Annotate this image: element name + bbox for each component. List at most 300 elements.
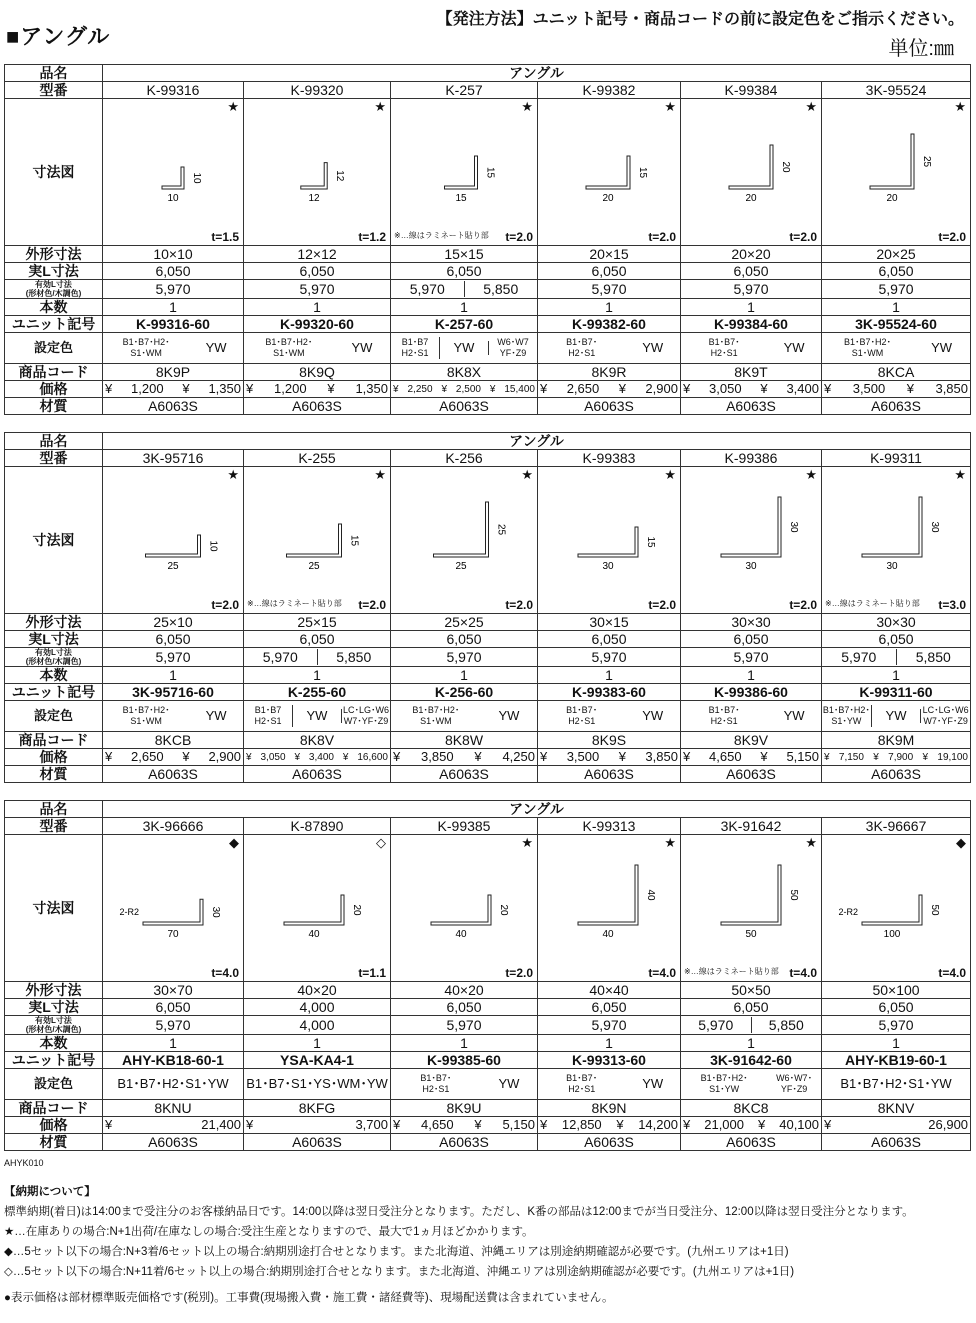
- real-length: 6,050: [733, 631, 769, 647]
- thickness-label: t=1.1: [358, 966, 386, 980]
- real-length: 6,050: [733, 999, 769, 1015]
- price-value: 7,150: [838, 751, 864, 763]
- width-dimension-label: 12: [308, 193, 320, 204]
- piece-count: 1: [169, 1035, 177, 1051]
- model-number: K-255: [298, 450, 336, 466]
- real-length: 6,050: [733, 263, 769, 279]
- model-number: K-99316: [146, 82, 200, 98]
- price-value: 1,200: [131, 381, 164, 396]
- effective-length: 5,970: [681, 1017, 752, 1033]
- stock-mark-icon: ★: [805, 467, 817, 482]
- effective-length-wood: 5,850: [768, 1017, 804, 1033]
- outer-dimension: 50×100: [872, 982, 920, 998]
- unit-code: 3K-91642-60: [710, 1052, 792, 1068]
- angle-profile-shape: [287, 524, 342, 557]
- price-value: 5,150: [502, 1117, 535, 1132]
- effective-length: 5,970: [878, 281, 914, 297]
- product-code: 8KFG: [298, 1100, 336, 1116]
- unit-code: YSA-KA4-1: [280, 1052, 354, 1068]
- yen-sign: ¥: [327, 381, 335, 396]
- yen-sign: ¥: [683, 381, 691, 396]
- price-value: 16,600: [357, 751, 388, 763]
- thickness-label: t=2.0: [938, 230, 967, 244]
- piece-count: 1: [605, 299, 613, 315]
- material: A6063S: [292, 766, 342, 782]
- note-line: ◇…5セット以下の場合:N+11着/6セット以上の場合:納期別途打合せとなります。また北海道、沖縄エリアは別途納期確認が必要です。(九州エリアは+1日): [4, 1266, 795, 1278]
- effective-length-wood: 5,850: [483, 281, 519, 297]
- angle-profile-drawing: [822, 467, 962, 613]
- yen-sign: ¥: [294, 751, 300, 763]
- label-color: 設定色: [33, 708, 73, 723]
- height-dimension-label: 30: [788, 521, 799, 533]
- model-number: K-99386: [724, 450, 778, 466]
- angle-profile-shape: [870, 134, 914, 189]
- color-option: YW: [783, 340, 805, 355]
- width-dimension-label: 40: [602, 929, 614, 940]
- thickness-label: t=4.0: [211, 966, 239, 980]
- angle-profile-shape: [586, 156, 630, 189]
- label-color: 設定色: [33, 340, 73, 355]
- effective-length: 5,970: [391, 281, 465, 297]
- real-length: 6,050: [299, 631, 335, 647]
- angle-profile-drawing: [538, 99, 678, 245]
- price-value: 3,050: [260, 751, 286, 763]
- outer-dimension: 10×10: [153, 246, 193, 262]
- piece-count: 1: [747, 299, 755, 315]
- height-dimension-label: 15: [484, 166, 496, 179]
- color-option: YW: [351, 340, 373, 355]
- yen-sign: ¥: [246, 381, 254, 396]
- label-count: 本数: [39, 667, 68, 683]
- note-line: ★…在庫ありの場合:N+1出荷/在庫なしの場合:受注生産となりますので、最大で1ヵ月ほどかかります。: [4, 1226, 534, 1238]
- material: A6063S: [871, 766, 921, 782]
- radius-label: 2-R2: [838, 907, 858, 917]
- width-dimension-label: 15: [455, 193, 467, 204]
- yen-sign: ¥: [873, 751, 879, 763]
- angle-profile-drawing: [103, 835, 243, 981]
- yen-sign: ¥: [540, 381, 548, 396]
- thickness-label: t=2.0: [505, 598, 533, 612]
- price-value: 5,150: [786, 749, 819, 764]
- product-code: 8K9R: [591, 364, 627, 380]
- thickness-label: t=2.0: [211, 598, 239, 612]
- label-real-length: 実L寸法: [28, 631, 79, 647]
- price-value: 2,650: [566, 381, 600, 396]
- label-unit-code: ユニット記号: [11, 1052, 96, 1068]
- height-dimension-label: 20: [780, 161, 791, 173]
- yen-sign: ¥: [246, 1117, 254, 1132]
- piece-count: 1: [313, 299, 321, 315]
- unit-code: AHY-KB19-60-1: [845, 1052, 947, 1068]
- width-dimension-label: 40: [308, 929, 320, 940]
- price-value: 3,400: [308, 751, 334, 763]
- yen-sign: ¥: [393, 383, 399, 395]
- label-unit-code: ユニット記号: [11, 316, 96, 332]
- angle-profile-shape: [431, 895, 491, 925]
- color-option: YW: [931, 340, 953, 355]
- angle-profile-drawing: [244, 99, 384, 245]
- model-number: 3K-95524: [865, 82, 927, 98]
- yen-sign: ¥: [922, 751, 929, 763]
- price-value: 3,700: [355, 1117, 388, 1132]
- unit-code: K-257-60: [434, 316, 494, 332]
- unit-code: K-99320-60: [280, 316, 354, 332]
- material: A6063S: [148, 766, 198, 782]
- piece-count: 1: [605, 667, 613, 683]
- price-value: 3,050: [709, 381, 742, 396]
- width-dimension-label: 20: [886, 193, 898, 204]
- price-value: 3,500: [852, 381, 886, 396]
- yen-sign: ¥: [540, 1117, 548, 1132]
- dimension-figure: [822, 99, 970, 245]
- price-value: 4,650: [709, 749, 742, 764]
- width-dimension-label: 30: [602, 561, 614, 572]
- real-length: 6,050: [591, 263, 627, 279]
- real-length: 6,050: [155, 631, 191, 647]
- dimension-figure: [391, 835, 537, 981]
- yen-sign: ¥: [182, 749, 190, 764]
- stock-mark-icon: ★: [374, 99, 386, 114]
- price-value: 21,000: [704, 1117, 744, 1132]
- label-real-length: 実L寸法: [28, 263, 79, 279]
- thickness-label: t=1.2: [358, 230, 386, 244]
- material: A6063S: [584, 1134, 634, 1150]
- unit-code: K-99382-60: [572, 316, 646, 332]
- color-option: YW: [642, 340, 664, 355]
- yen-sign: ¥: [618, 381, 626, 396]
- angle-profile-shape: [721, 865, 781, 925]
- stock-mark-icon: ★: [954, 467, 967, 482]
- color-option: YW: [642, 1076, 664, 1091]
- angle-profile-shape: [162, 167, 184, 189]
- thickness-label: t=2.0: [789, 598, 817, 612]
- product-name: アングル: [509, 65, 564, 81]
- dimension-figure: [822, 835, 970, 981]
- label-material: 材質: [39, 398, 68, 414]
- effective-length: 5,970: [155, 281, 191, 297]
- label-model: 型番: [39, 818, 68, 834]
- real-length: 6,050: [446, 999, 482, 1015]
- angle-profile-drawing: [103, 467, 243, 613]
- effective-length: 5,970: [822, 649, 897, 665]
- color-option: B1･B7･H2･ S1･YW: [822, 705, 870, 726]
- label-figure: 寸法図: [32, 532, 75, 548]
- piece-count: 1: [892, 667, 900, 683]
- width-dimension-label: 50: [745, 929, 757, 940]
- piece-count: 1: [313, 667, 321, 683]
- price-value: 4,650: [421, 1117, 454, 1132]
- width-dimension-label: 20: [745, 193, 757, 204]
- model-number: K-257: [445, 82, 483, 98]
- height-dimension-label: 50: [788, 889, 799, 901]
- product-code: 8KNU: [154, 1100, 192, 1116]
- angle-profile-shape: [862, 895, 922, 925]
- stock-mark-icon: ◆: [229, 835, 239, 850]
- color-option: YW: [642, 708, 664, 723]
- thickness-label: t=4.0: [789, 966, 817, 980]
- piece-count: 1: [747, 667, 755, 683]
- color-option: B1･B7･ H2･S1: [708, 705, 740, 726]
- effective-length-wood: 5,850: [915, 649, 951, 665]
- label-outer: 外形寸法: [25, 982, 82, 998]
- label-material: 材質: [39, 766, 68, 782]
- width-dimension-label: 100: [883, 929, 901, 940]
- yen-sign: ¥: [824, 751, 830, 763]
- product-code: 8K9S: [591, 732, 627, 748]
- product-code: 8KNV: [877, 1100, 915, 1116]
- effective-length: 5,970: [155, 1017, 191, 1033]
- outer-dimension: 25×25: [444, 614, 484, 630]
- price-value: 3,850: [645, 749, 678, 764]
- price-value: 3,850: [421, 749, 454, 764]
- material: A6063S: [584, 766, 634, 782]
- color-option: W6･W7 YF･Z9: [497, 337, 529, 358]
- dimension-figure: [681, 835, 821, 981]
- product-table: [4, 432, 971, 783]
- product-table: [4, 800, 971, 1151]
- color-option: YW: [783, 708, 805, 723]
- yen-sign: ¥: [342, 751, 349, 763]
- angle-profile-drawing: [391, 99, 531, 245]
- model-number: K-99320: [290, 82, 344, 98]
- price-value: 2,500: [455, 383, 481, 395]
- outer-dimension: 30×15: [589, 614, 629, 630]
- yen-sign: ¥: [683, 749, 691, 764]
- label-name: 品名: [39, 433, 68, 449]
- color-option: B1･B7･ H2･S1: [566, 705, 598, 726]
- unit-code: K-99385-60: [427, 1052, 501, 1068]
- width-dimension-label: 40: [455, 929, 467, 940]
- real-length: 6,050: [155, 263, 191, 279]
- unit-code: K-99384-60: [714, 316, 788, 332]
- price-value: 2,900: [208, 749, 241, 764]
- note-line: 標準納期(着日)は14:00まで受注分のお客様納品日です。14:00以降は翌日受注分となります。ただし、K番の部品は12:00までが当日受注分、12:00以降は翌日受注分となります。: [4, 1206, 914, 1218]
- piece-count: 1: [605, 1035, 613, 1051]
- color-option: YW: [205, 340, 227, 355]
- doc-code: AHYK010: [4, 1158, 44, 1168]
- label-effective: 有効L寸法 (形材色/木調色): [25, 1016, 82, 1034]
- color-option: B1･B7･H2･ S1･YW: [700, 1073, 748, 1094]
- angle-profile-drawing: [244, 835, 384, 981]
- color-option: YW: [872, 709, 922, 723]
- piece-count: 1: [169, 299, 177, 315]
- thickness-label: t=3.0: [938, 598, 967, 612]
- product-code: 8K9U: [446, 1100, 482, 1116]
- material: A6063S: [439, 398, 489, 414]
- angle-profile-shape: [146, 535, 201, 557]
- yen-sign: ¥: [105, 1117, 113, 1132]
- product-code: 8K9Q: [299, 364, 335, 380]
- yen-sign: ¥: [824, 1117, 832, 1132]
- unit-code: K-99383-60: [572, 684, 646, 700]
- width-dimension-label: 20: [602, 193, 614, 204]
- height-dimension-label: 25: [495, 523, 507, 536]
- label-effective: 有効L寸法 (形材色/木調色): [25, 648, 82, 666]
- width-dimension-label: 10: [167, 193, 179, 204]
- price-value: 26,900: [928, 1117, 969, 1132]
- dimension-figure: [103, 99, 243, 245]
- dimension-figure: [538, 99, 680, 245]
- order-note: 【発注方法】ユニット記号・商品コードの前に設定色をご指示ください。: [436, 11, 964, 28]
- stock-mark-icon: ★: [521, 467, 533, 482]
- effective-length: 5,970: [591, 649, 627, 665]
- angle-profile-shape: [445, 156, 478, 189]
- product-code: 8K9P: [155, 364, 191, 380]
- price-value: 12,850: [561, 1117, 602, 1132]
- angle-profile-drawing: [538, 835, 678, 981]
- label-outer: 外形寸法: [25, 614, 82, 630]
- note-line: ●表示価格は部材標準販売価格です(税別)。工事費(現場搬入費・施工費・諸経費等)、現場配送費は含まれていません。: [4, 1292, 614, 1304]
- dimension-figure: [538, 467, 680, 613]
- color-option: B1･B7･ H2･S1: [566, 337, 598, 358]
- effective-length: 5,970: [446, 649, 482, 665]
- unit-code: K-99386-60: [714, 684, 788, 700]
- unit-code: K-99311-60: [859, 684, 933, 700]
- angle-profile-drawing: [103, 99, 243, 245]
- product-code: 8K9N: [591, 1100, 627, 1116]
- angle-profile-shape: [729, 145, 773, 189]
- price-value: 4,250: [502, 749, 535, 764]
- angle-profile-shape: [143, 899, 203, 925]
- material: A6063S: [439, 1134, 489, 1150]
- yen-sign: ¥: [824, 381, 832, 396]
- stock-mark-icon: ★: [664, 467, 676, 482]
- price-value: 3,500: [566, 749, 600, 764]
- product-code: 8K8V: [299, 732, 335, 748]
- material: A6063S: [148, 398, 198, 414]
- outer-dimension: 15×15: [444, 246, 484, 262]
- piece-count: 1: [460, 1035, 468, 1051]
- price-value: 40,100: [779, 1117, 819, 1132]
- yen-sign: ¥: [683, 1117, 691, 1132]
- real-length: 6,050: [878, 263, 914, 279]
- product-code: 8KCA: [877, 364, 915, 380]
- color-option: LC･LG･W6 W7･YF･Z9: [922, 705, 969, 726]
- angle-profile-shape: [434, 502, 489, 557]
- stock-mark-icon: ★: [954, 99, 967, 114]
- yen-sign: ¥: [441, 383, 447, 395]
- label-figure: 寸法図: [32, 164, 75, 180]
- width-dimension-label: 25: [455, 561, 467, 572]
- dimension-figure: [391, 99, 537, 245]
- unit-code: 3K-95716-60: [132, 684, 214, 700]
- thickness-label: t=1.5: [211, 230, 239, 244]
- stock-mark-icon: ★: [374, 467, 386, 482]
- color-option: B1･B7･ H2･S1: [420, 1073, 452, 1094]
- footer-notes: [4, 1182, 970, 1308]
- label-product-code: 商品コード: [18, 1100, 89, 1116]
- thickness-label: t=2.0: [505, 966, 533, 980]
- price-value: 1,350: [355, 381, 388, 396]
- angle-profile-drawing: [681, 467, 821, 613]
- angle-profile-drawing: [822, 835, 962, 981]
- outer-dimension: 25×10: [153, 614, 193, 630]
- angle-profile-drawing: [681, 835, 821, 981]
- yen-sign: ¥: [618, 749, 626, 764]
- real-length: 6,050: [591, 631, 627, 647]
- piece-count: 1: [313, 1035, 321, 1051]
- color-option: YW: [293, 709, 342, 723]
- price-value: 3,850: [935, 381, 969, 396]
- height-dimension-label: 30: [210, 906, 221, 918]
- label-effective: 有効L寸法 (形材色/木調色): [25, 280, 82, 298]
- piece-count: 1: [169, 667, 177, 683]
- dimension-figure: [244, 835, 390, 981]
- effective-length: 5,970: [591, 281, 627, 297]
- outer-dimension: 12×12: [297, 246, 337, 262]
- unit-code: K-255-60: [287, 684, 347, 700]
- thickness-label: t=4.0: [648, 966, 676, 980]
- angle-profile-shape: [578, 527, 638, 557]
- height-dimension-label: 10: [207, 540, 219, 552]
- label-model: 型番: [39, 450, 68, 466]
- stock-mark-icon: ◆: [956, 835, 967, 850]
- outer-dimension: 20×15: [589, 246, 629, 262]
- model-number: K-99385: [437, 818, 491, 834]
- model-number: K-87890: [290, 818, 344, 834]
- yen-sign: ¥: [906, 381, 914, 396]
- real-length: 6,050: [299, 263, 335, 279]
- stock-mark-icon: ★: [805, 99, 817, 114]
- yen-sign: ¥: [758, 1117, 766, 1132]
- height-dimension-label: 25: [921, 155, 932, 168]
- label-material: 材質: [39, 1134, 68, 1150]
- laminate-note: ※…線はラミネート貼り部: [394, 231, 489, 240]
- yen-sign: ¥: [105, 749, 113, 764]
- outer-dimension: 40×20: [297, 982, 337, 998]
- outer-dimension: 30×30: [731, 614, 771, 630]
- unit-code: AHY-KB18-60-1: [122, 1052, 224, 1068]
- label-count: 本数: [39, 299, 68, 315]
- label-model: 型番: [39, 82, 68, 98]
- color-option: B1･B7･H2･S1･YW: [117, 1076, 229, 1091]
- product-name: アングル: [509, 801, 564, 817]
- material: A6063S: [292, 1134, 342, 1150]
- price-value: 2,650: [131, 749, 164, 764]
- outer-dimension: 25×15: [297, 614, 337, 630]
- real-length: 6,050: [155, 999, 191, 1015]
- real-length: 4,000: [299, 999, 335, 1015]
- yen-sign: ¥: [474, 749, 482, 764]
- material: A6063S: [292, 398, 342, 414]
- label-product-code: 商品コード: [18, 364, 89, 380]
- outer-dimension: 30×30: [876, 614, 916, 630]
- color-option: YW: [205, 708, 227, 723]
- angle-profile-drawing: [244, 467, 384, 613]
- yen-sign: ¥: [182, 381, 190, 396]
- outer-dimension: 20×25: [876, 246, 916, 262]
- color-option: W6･W7･ YF･Z9: [776, 1073, 813, 1094]
- height-dimension-label: 20: [351, 904, 362, 916]
- unit-code: K-256-60: [434, 684, 494, 700]
- product-code: 8KC8: [733, 1100, 769, 1116]
- piece-count: 1: [460, 667, 468, 683]
- label-unit-code: ユニット記号: [11, 684, 96, 700]
- yen-sign: ¥: [393, 749, 401, 764]
- effective-length: 5,970: [591, 1017, 627, 1033]
- model-number: 3K-95716: [142, 450, 204, 466]
- product-code: 8K9T: [734, 364, 768, 380]
- price-value: 3,400: [786, 381, 819, 396]
- laminate-note: ※…線はラミネート貼り部: [684, 967, 779, 976]
- material: A6063S: [871, 398, 921, 414]
- model-number: 3K-96666: [142, 818, 204, 834]
- effective-length: 5,970: [446, 1017, 482, 1033]
- outer-dimension: 40×20: [444, 982, 484, 998]
- yen-sign: ¥: [760, 749, 768, 764]
- price-value: 21,400: [201, 1117, 241, 1132]
- product-code: 8K9V: [733, 732, 769, 748]
